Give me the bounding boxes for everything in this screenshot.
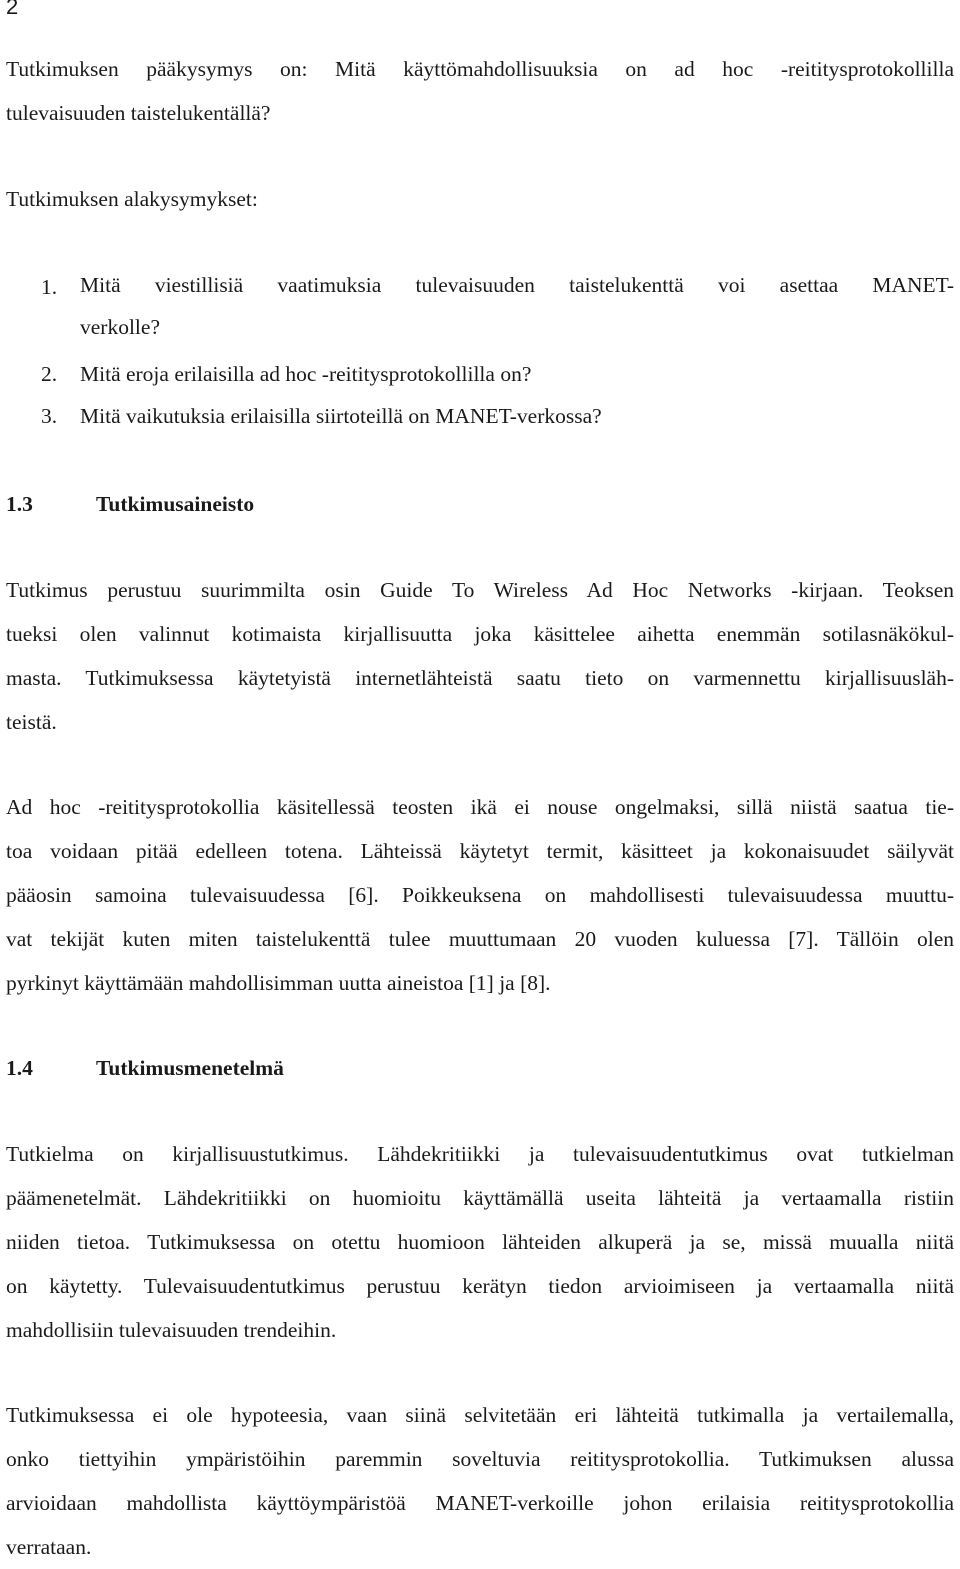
paragraph-line: pyrkinyt käyttämään mahdollisimman uutta aineistoa [1] ja [8].	[6, 971, 551, 995]
paragraph-line: Tutkimus perustuu suurimmilta osin Guide To Wireless Ad Hoc Networks -kirjaan. Teoksen	[6, 578, 954, 602]
paragraph	[6, 785, 954, 1005]
main-question-line: Tutkimuksen pääkysymys on: Mitä käyttömahdollisuuksia on ad hoc -reititysprotokollilla	[6, 57, 954, 81]
paragraph-line: niiden tietoa. Tutkimuksessa on otettu huomioon lähteiden alkuperä ja se, missä muualla niitä	[6, 1230, 954, 1254]
subquestion-text: verkolle?	[80, 315, 160, 339]
subquestion-number: 2.	[41, 362, 58, 386]
paragraph-line: toa voidaan pitää edelleen totena. Lähteissä käytetyt termit, käsitteet ja kokonaisuudet säilyvät	[6, 839, 954, 863]
main-question	[6, 47, 954, 135]
main-question-line: tulevaisuuden taistelukentällä?	[6, 101, 271, 125]
subquestion-text: Mitä viestillisiä vaatimuksia tulevaisuuden taistelukenttä voi asettaa MANET-	[80, 273, 954, 297]
paragraph-line: verrataan.	[6, 1535, 92, 1559]
page-number: 2	[6, 0, 19, 19]
paragraph-line: masta. Tutkimuksessa käytetyistä internetlähteistä saatu tieto on varmennettu kirjallisuusläh-	[6, 666, 954, 690]
paragraph-line: arvioidaan mahdollista käyttöympäristöä MANET-verkoille johon erilaisia reititysprotokollia	[6, 1491, 954, 1515]
subquestion-number: 3.	[41, 404, 58, 428]
subquestion-text: Mitä eroja erilaisilla ad hoc -reititysprotokollilla on?	[80, 362, 532, 386]
paragraph-line: pääosin samoina tulevaisuudessa [6]. Poikkeuksena on mahdollisesti tulevaisuudessa muuttu-	[6, 883, 954, 907]
paragraph-line: Ad hoc -reititysprotokollia käsitellessä teosten ikä ei nouse ongelmaksi, sillä niistä saatua tie-	[6, 795, 954, 819]
paragraph-line: onko tiettyihin ympäristöihin paremmin soveltuvia reititysprotokollia. Tutkimuksen alussa	[6, 1447, 954, 1471]
paragraph-line: päämenetelmät. Lähdekritiikki on huomioitu käyttämällä useita lähteitä ja vertaamalla ristiin	[6, 1186, 954, 1210]
paragraph-line: mahdollisiin tulevaisuuden trendeihin.	[6, 1318, 337, 1342]
paragraph-line: Tutkielma on kirjallisuustutkimus. Lähdekritiikki ja tulevaisuudentutkimus ovat tutkielman	[6, 1142, 954, 1166]
subquestions-label: Tutkimuksen alakysymykset:	[6, 187, 258, 211]
paragraph-line: tueksi olen valinnut kotimaista kirjallisuutta joka käsittelee aihetta enemmän sotilasnäkökul-	[6, 622, 954, 646]
section-number: 1.4	[6, 1056, 33, 1080]
paragraph-line: teistä.	[6, 710, 57, 734]
subquestion-text: Mitä vaikutuksia erilaisilla siirtoteillä on MANET-verkossa?	[80, 404, 602, 428]
paragraph-line: Tutkimuksessa ei ole hypoteesia, vaan siinä selvitetään eri lähteitä tutkimalla ja vertailemalla,	[6, 1403, 954, 1427]
section-title: Tutkimusaineisto	[96, 492, 255, 516]
paragraph	[6, 1132, 954, 1352]
subquestion-number: 1.	[41, 275, 58, 299]
paragraph	[6, 568, 954, 744]
paragraph	[6, 1393, 954, 1569]
paragraph-line: vat tekijät kuten miten taistelukenttä tulee muuttumaan 20 vuoden kuluessa [7]. Tällöin olen	[6, 927, 954, 951]
section-title: Tutkimusmenetelmä	[96, 1056, 284, 1080]
paragraph-line: on käytetty. Tulevaisuudentutkimus perustuu kerätyn tiedon arvioimiseen ja vertaamalla niitä	[6, 1274, 954, 1298]
section-number: 1.3	[6, 492, 33, 516]
